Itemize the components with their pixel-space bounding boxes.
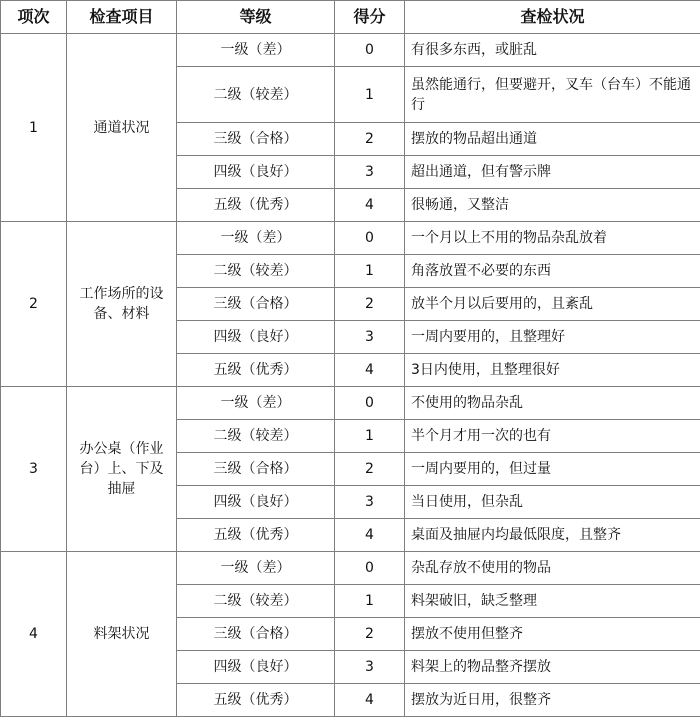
table-row <box>1 552 700 585</box>
grade-cell: 五级（优秀） <box>177 354 335 387</box>
score-cell: 4 <box>335 354 405 387</box>
score-cell: 2 <box>335 453 405 486</box>
grade-cell: 四级（良好） <box>177 321 335 354</box>
grade-cell: 四级（良好） <box>177 486 335 519</box>
score-cell: 2 <box>335 288 405 321</box>
item-number: 4 <box>1 552 67 717</box>
status-cell: 当日使用，但杂乱 <box>405 486 700 519</box>
grade-cell: 五级（优秀） <box>177 189 335 222</box>
header-row <box>1 1 700 34</box>
grade-cell: 一级（差） <box>177 222 335 255</box>
status-cell: 角落放置不必要的东西 <box>405 255 700 288</box>
score-cell: 4 <box>335 189 405 222</box>
grade-cell: 三级（合格） <box>177 618 335 651</box>
status-cell: 半个月才用一次的也有 <box>405 420 700 453</box>
grade-cell: 一级（差） <box>177 387 335 420</box>
status-cell: 虽然能通行，但要避开，叉车（台车）不能通行 <box>405 67 700 123</box>
status-cell: 料架破旧，缺乏整理 <box>405 585 700 618</box>
check-item: 料架状况 <box>67 552 177 717</box>
item-number: 1 <box>1 34 67 222</box>
grade-cell: 二级（较差） <box>177 67 335 123</box>
grade-cell: 四级（良好） <box>177 651 335 684</box>
grade-cell: 二级（较差） <box>177 255 335 288</box>
status-cell: 一周内要用的，且整理好 <box>405 321 700 354</box>
header-check-item: 检查项目 <box>67 1 177 34</box>
grade-cell: 二级（较差） <box>177 420 335 453</box>
status-cell: 摆放的物品超出通道 <box>405 123 700 156</box>
score-cell: 0 <box>335 222 405 255</box>
score-cell: 1 <box>335 67 405 123</box>
score-cell: 3 <box>335 321 405 354</box>
status-cell: 放半个月以后要用的，且紊乱 <box>405 288 700 321</box>
status-cell: 杂乱存放不使用的物品 <box>405 552 700 585</box>
table-row <box>1 34 700 67</box>
grade-cell: 三级（合格） <box>177 123 335 156</box>
score-cell: 3 <box>335 156 405 189</box>
score-cell: 0 <box>335 552 405 585</box>
table-row <box>1 222 700 255</box>
check-item: 办公桌（作业台）上、下及抽屉 <box>67 387 177 552</box>
status-cell: 有很多东西，或脏乱 <box>405 34 700 67</box>
score-cell: 4 <box>335 684 405 717</box>
score-cell: 3 <box>335 651 405 684</box>
header-status: 查检状况 <box>405 1 700 34</box>
header-score: 得分 <box>335 1 405 34</box>
grade-cell: 五级（优秀） <box>177 519 335 552</box>
grade-cell: 一级（差） <box>177 552 335 585</box>
score-cell: 2 <box>335 618 405 651</box>
score-cell: 1 <box>335 255 405 288</box>
item-number: 3 <box>1 387 67 552</box>
grade-cell: 二级（较差） <box>177 585 335 618</box>
grade-cell: 一级（差） <box>177 34 335 67</box>
check-item: 工作场所的设备、材料 <box>67 222 177 387</box>
status-cell: 摆放不使用但整齐 <box>405 618 700 651</box>
status-cell: 超出通道，但有警示牌 <box>405 156 700 189</box>
status-cell: 摆放为近日用，很整齐 <box>405 684 700 717</box>
header-item-no: 项次 <box>1 1 67 34</box>
header-grade: 等级 <box>177 1 335 34</box>
score-cell: 1 <box>335 420 405 453</box>
status-cell: 一周内要用的，但过量 <box>405 453 700 486</box>
grade-cell: 三级（合格） <box>177 453 335 486</box>
grade-cell: 五级（优秀） <box>177 684 335 717</box>
grade-cell: 三级（合格） <box>177 288 335 321</box>
score-cell: 2 <box>335 123 405 156</box>
status-cell: 不使用的物品杂乱 <box>405 387 700 420</box>
score-cell: 0 <box>335 387 405 420</box>
status-cell: 料架上的物品整齐摆放 <box>405 651 700 684</box>
status-cell: 一个月以上不用的物品杂乱放着 <box>405 222 700 255</box>
score-cell: 3 <box>335 486 405 519</box>
status-cell: 桌面及抽屉内均最低限度，且整齐 <box>405 519 700 552</box>
score-cell: 4 <box>335 519 405 552</box>
score-cell: 0 <box>335 34 405 67</box>
grade-cell: 四级（良好） <box>177 156 335 189</box>
item-number: 2 <box>1 222 67 387</box>
status-cell: 3日内使用，且整理很好 <box>405 354 700 387</box>
score-cell: 1 <box>335 585 405 618</box>
status-cell: 很畅通，又整洁 <box>405 189 700 222</box>
table-row <box>1 387 700 420</box>
check-item: 通道状况 <box>67 34 177 222</box>
